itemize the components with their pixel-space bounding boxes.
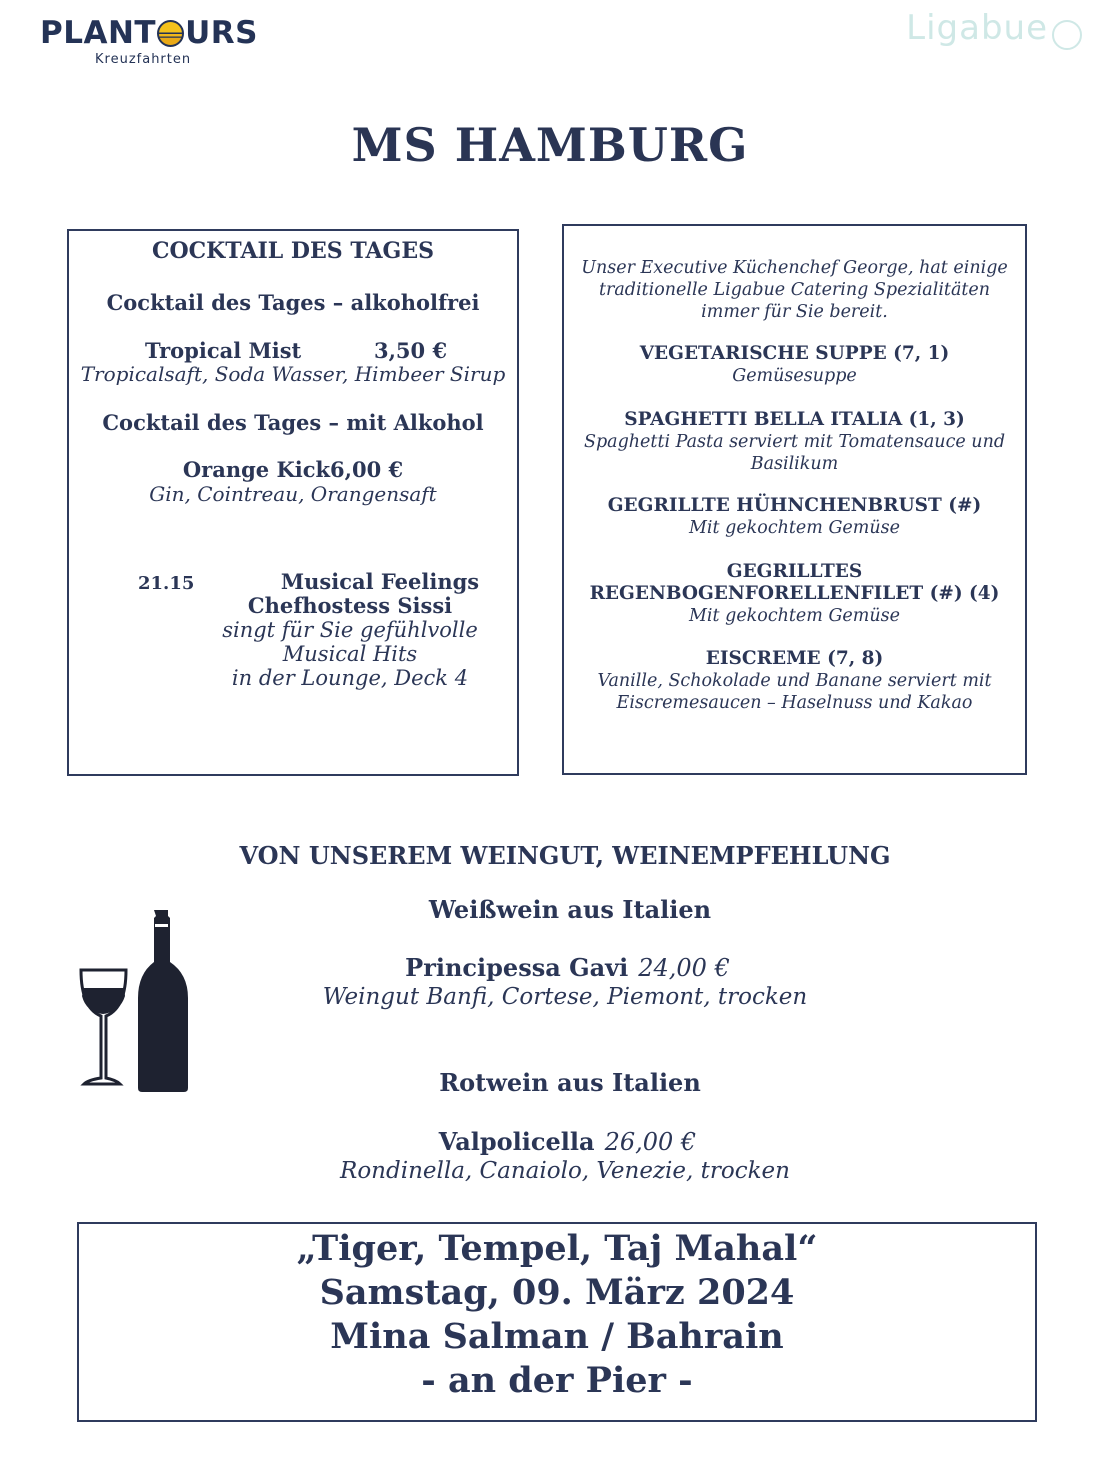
dish-name: GEGRILLTES [726,561,863,582]
show-host: Chefhostess Sissi [247,593,453,618]
page-title: MS HAMBURG [351,118,749,172]
dish-name: GEGRILLTE HÜHNCHENBRUST (#) [607,495,982,516]
cocktail-2: Orange Kick6,00 € [182,457,404,482]
dish-desc: Vanille, Schokolade und Banane serviert mit [597,671,992,691]
red-wine-name: Valpolicella [438,1127,595,1156]
ligabue-logo [852,8,1082,50]
dish-desc: Spaghetti Pasta serviert mit Tomatensauce und [583,432,1006,452]
ligabue-text: Ligabue [906,8,1048,48]
white-wine-price: 24,00 € [638,954,730,982]
event-location: Mina Salman / Bahrain [330,1316,784,1357]
show-line-3: in der Lounge, Deck 4 [231,666,469,690]
event-pier: - an der Pier - [421,1360,693,1401]
dish-2 [562,409,1027,475]
plantours-logo [40,14,270,67]
show-title: Musical Feelings [280,569,480,594]
white-wine-name: Principessa Gavi [405,953,629,982]
nonalcoholic-label: Cocktail des Tages – alkoholfrei [106,290,480,315]
dish-name-2: REGENBOGENFORELLENFILET (#) (4) [589,583,1000,604]
dish-5 [562,648,1027,714]
cocktail-heading: COCKTAIL DES TAGES [151,238,435,264]
show-info [200,570,500,690]
event-title: „Tiger, Tempel, Taj Mahal“ [296,1228,818,1269]
white-wine-desc: Weingut Banfi, Cortese, Piemont, trocken [322,984,808,1010]
dish-desc-2: Eiscremesaucen – Haselnuss und Kakao [616,693,973,713]
red-wine-row [0,1127,1100,1156]
dish-3 [562,495,1027,539]
cocktail-2-desc: Gin, Cointreau, Orangensaft [149,482,437,506]
red-wine-desc: Rondinella, Canaiolo, Venezie, trocken [340,1158,790,1184]
menu-intro-2: traditionelle Ligabue Catering Spezialitäten [598,280,991,300]
red-wine-label: Rotwein aus Italien [439,1068,701,1097]
red-wine-price: 26,00 € [604,1128,697,1156]
dish-desc: Gemüsesuppe [732,366,857,386]
menu-intro [562,257,1027,323]
logo-text-a: PLANT [40,15,157,51]
wine-glass-and-bottle-icon [78,908,193,1093]
cocktail-1-name: Tropical Mist [145,338,302,363]
ligabue-emblem-icon [1052,20,1082,50]
menu-intro-1: Unser Executive Küchenchef George, hat einige [581,258,1008,278]
dish-4 [562,561,1027,627]
event-date: Samstag, 09. März 2024 [319,1272,795,1313]
dish-desc: Mit gekochtem Gemüse [689,606,900,626]
dish-name: EISCREME (7, 8) [705,648,884,669]
cocktail-1-desc: Tropicalsaft, Soda Wasser, Himbeer Sirup [80,362,506,386]
cocktail-1-price: 3,50 € [374,338,448,363]
wine-heading: VON UNSEREM WEINGUT, WEINEMPFEHLUNG [239,841,891,870]
dish-name: SPAGHETTI BELLA ITALIA (1, 3) [624,409,965,430]
alcoholic-label: Cocktail des Tages – mit Alkohol [102,410,484,435]
dish-desc-2: Basilikum [750,454,839,474]
logo-text-b: URS [185,15,258,51]
show-line-2: Musical Hits [282,642,418,666]
show-time: 21.15 [138,573,195,594]
logo-subtitle: Kreuzfahrten [95,52,192,67]
sun-icon [157,20,184,47]
dish-name: VEGETARISCHE SUPPE (7, 1) [639,343,950,364]
dish-desc: Mit gekochtem Gemüse [689,518,900,538]
white-wine-label: Weißwein aus Italien [428,895,712,924]
dish-1 [562,343,1027,387]
menu-intro-3: immer für Sie bereit. [701,302,888,322]
show-line-1: singt für Sie gefühlvolle [222,618,478,642]
